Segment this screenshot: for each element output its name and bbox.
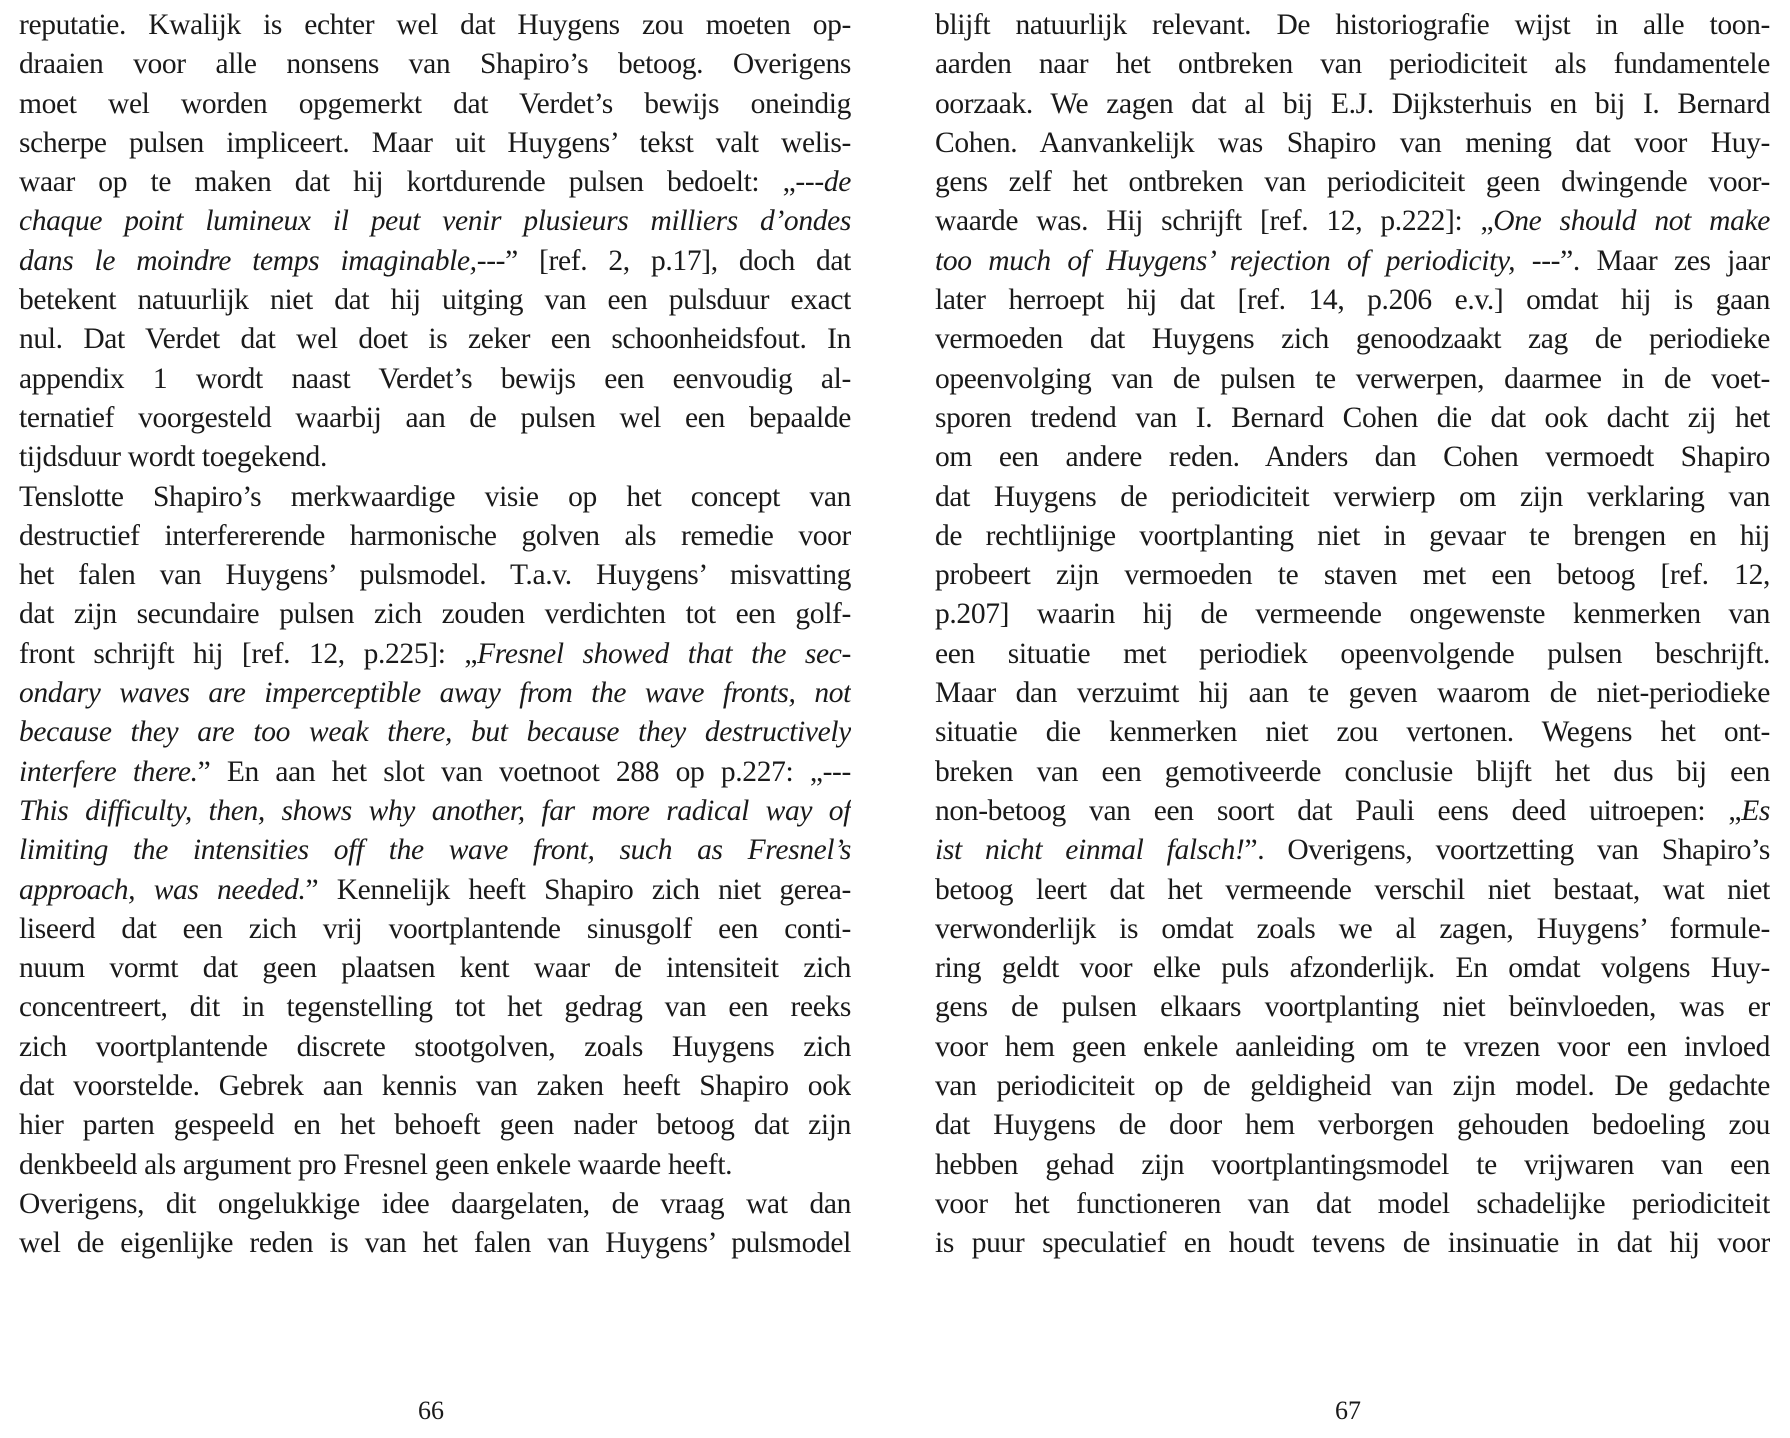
text-segment: de rechtlijnige voortplanting niet in gevaar te brengen en hij bbox=[935, 519, 1770, 552]
text-line bbox=[935, 399, 1770, 438]
text-segment: is puur speculatief en houdt tevens de insinuatie in dat hij voor bbox=[935, 1227, 1770, 1260]
text-line bbox=[19, 320, 851, 359]
text-segment: voor hem geen enkele aanleiding om te vrezen voor een invloed bbox=[935, 1030, 1770, 1063]
text-segment: dat Huygens de periodiciteit verwierp om zijn verklaring van bbox=[935, 480, 1770, 513]
text-segment: voor het functioneren van dat model schadelijke periodiciteit bbox=[935, 1187, 1770, 1220]
text-segment: Overigens, dit ongelukkige idee daargelaten, de vraag wat dan bbox=[19, 1187, 851, 1220]
text-segment: Maar dan verzuimt hij aan te geven waarom de niet-periodieke bbox=[935, 677, 1770, 710]
text-line bbox=[19, 45, 851, 84]
text-segment: een situatie met periodiek opeenvolgende pulsen beschrijft. bbox=[935, 637, 1770, 670]
text-segment: nul. Dat Verdet dat wel doet is zeker een schoonheidsfout. In bbox=[19, 323, 851, 356]
text-line bbox=[19, 871, 851, 910]
text-line bbox=[935, 871, 1770, 910]
text-segment: tijdsduur wordt toegekend. bbox=[19, 441, 327, 474]
text-line bbox=[19, 1224, 851, 1263]
right-page-number: 67 bbox=[1335, 1396, 1361, 1425]
text-line bbox=[935, 556, 1770, 595]
italic-quote-segment: ist nicht einmal falsch! bbox=[935, 834, 1245, 867]
text-segment: ---”. Maar zes jaar bbox=[1515, 244, 1770, 277]
text-segment: liseerd dat een zich vrij voortplantende sinusgolf een conti- bbox=[19, 912, 851, 945]
text-line bbox=[19, 1028, 851, 1067]
text-segment: ” En aan het slot van voetnoot 288 op p.227: „--- bbox=[197, 755, 851, 788]
text-line bbox=[935, 988, 1770, 1027]
text-segment: betoog leert dat het vermeende verschil niet bestaat, wat niet bbox=[935, 873, 1770, 906]
text-line bbox=[19, 1185, 851, 1224]
text-line bbox=[19, 556, 851, 595]
text-line bbox=[935, 949, 1770, 988]
text-line bbox=[935, 163, 1770, 202]
text-line bbox=[935, 6, 1770, 45]
text-line bbox=[935, 478, 1770, 517]
text-line bbox=[935, 517, 1770, 556]
italic-quote-segment: dans le moindre temps imaginable, bbox=[19, 244, 477, 277]
text-line bbox=[19, 399, 851, 438]
text-line bbox=[19, 85, 851, 124]
text-segment: concentreert, dit in tegenstelling tot het gedrag van een reeks bbox=[19, 991, 851, 1024]
text-line bbox=[935, 281, 1770, 320]
text-segment: om een andere reden. Anders dan Cohen vermoedt Shapiro bbox=[935, 441, 1770, 474]
text-segment: destructief interfererende harmonische golven als remedie voor bbox=[19, 519, 851, 552]
text-line bbox=[935, 635, 1770, 674]
text-segment: moet wel worden opgemerkt dat Verdet’s bewijs oneindig bbox=[19, 87, 851, 120]
text-line bbox=[19, 360, 851, 399]
text-line bbox=[19, 242, 851, 281]
text-segment: Cohen. Aanvankelijk was Shapiro van mening dat voor Huy- bbox=[935, 126, 1770, 159]
text-segment: draaien voor alle nonsens van Shapiro’s betoog. Overigens bbox=[19, 48, 851, 81]
text-line bbox=[935, 595, 1770, 634]
text-line bbox=[19, 478, 851, 517]
italic-quote-segment: approach, was needed. bbox=[19, 873, 306, 906]
text-segment: hier parten gespeeld en het behoeft geen nader betoog dat zijn bbox=[19, 1109, 851, 1142]
text-line bbox=[19, 1146, 851, 1185]
text-line bbox=[19, 595, 851, 634]
text-line bbox=[19, 635, 851, 674]
text-segment: nuum vormt dat geen plaatsen kent waar de intensiteit zich bbox=[19, 952, 851, 985]
text-segment: dat zijn secundaire pulsen zich zouden verdichten tot een golf- bbox=[19, 598, 851, 631]
text-segment: van periodiciteit op de geldigheid van zijn model. De gedachte bbox=[935, 1070, 1770, 1103]
italic-quote-segment: Fresnel showed that the sec- bbox=[477, 637, 851, 670]
italic-quote-segment: chaque point lumineux il peut venir plusieurs milliers d’ondes bbox=[19, 205, 851, 238]
text-segment: breken van een gemotiveerde conclusie blijft het dus bij een bbox=[935, 755, 1770, 788]
text-line bbox=[935, 1028, 1770, 1067]
text-segment: situatie die kenmerken niet zou vertonen. Wegens het ont- bbox=[935, 716, 1770, 749]
text-line bbox=[935, 1185, 1770, 1224]
italic-quote-segment: ondary waves are imperceptible away from the wave fronts, not bbox=[19, 677, 851, 710]
text-line bbox=[935, 1146, 1770, 1185]
text-segment: verwonderlijk is omdat zoals we al zagen, Huygens’ formule- bbox=[935, 912, 1770, 945]
text-segment: dat voorstelde. Gebrek aan kennis van zaken heeft Shapiro ook bbox=[19, 1070, 851, 1103]
text-line bbox=[19, 910, 851, 949]
text-line bbox=[935, 45, 1770, 84]
text-segment: opeenvolging van de pulsen te verwerpen, daarmee in de voet- bbox=[935, 362, 1770, 395]
text-line bbox=[935, 85, 1770, 124]
text-segment: ring geldt voor elke puls afzonderlijk. En omdat volgens Huy- bbox=[935, 952, 1770, 985]
text-segment: vermoeden dat Huygens zich genoodzaakt zag de periodieke bbox=[935, 323, 1770, 356]
text-segment: dat Huygens de door hem verborgen gehouden bedoeling zou bbox=[935, 1109, 1770, 1142]
text-line bbox=[935, 753, 1770, 792]
text-segment: oorzaak. We zagen dat al bij E.J. Dijksterhuis en bij I. Bernard bbox=[935, 87, 1770, 120]
text-line bbox=[19, 949, 851, 988]
text-line bbox=[935, 202, 1770, 241]
text-segment: ”. Overigens, voortzetting van Shapiro’s bbox=[1244, 834, 1770, 867]
text-segment: betekent natuurlijk niet dat hij uitging van een pulsduur exact bbox=[19, 284, 851, 317]
text-line bbox=[935, 674, 1770, 713]
text-segment: zich voortplantende discrete stootgolven, zoals Huygens zich bbox=[19, 1030, 851, 1063]
text-segment: reputatie. Kwalijk is echter wel dat Huygens zou moeten op- bbox=[19, 9, 851, 41]
italic-quote-segment: Es bbox=[1741, 794, 1770, 827]
text-segment: front schrijft hij [ref. 12, p.225]: „ bbox=[19, 637, 478, 670]
text-line bbox=[19, 124, 851, 163]
right-page-text-column bbox=[935, 6, 1770, 1264]
text-line bbox=[19, 831, 851, 870]
italic-quote-segment: This difficulty, then, shows why another, far more radical way of bbox=[19, 794, 851, 827]
text-line bbox=[935, 910, 1770, 949]
text-segment: Tenslotte Shapiro’s merkwaardige visie op het concept van bbox=[19, 480, 851, 513]
text-line bbox=[19, 1067, 851, 1106]
italic-quote-segment: interfere there. bbox=[19, 755, 198, 788]
left-page-number: 66 bbox=[418, 1396, 444, 1425]
italic-quote-segment: One should not make bbox=[1493, 205, 1770, 238]
text-segment: blijft natuurlijk relevant. De historiografie wijst in alle toon- bbox=[935, 9, 1770, 41]
text-segment: hebben gehad zijn voortplantingsmodel te vrijwaren van een bbox=[935, 1148, 1770, 1181]
text-segment: wel de eigenlijke reden is van het falen van Huygens’ pulsmodel bbox=[19, 1227, 851, 1260]
text-line bbox=[19, 6, 851, 45]
text-segment: appendix 1 wordt naast Verdet’s bewijs een eenvoudig al- bbox=[19, 362, 851, 395]
left-page-text-column bbox=[19, 6, 851, 1264]
text-line bbox=[19, 674, 851, 713]
text-line bbox=[19, 281, 851, 320]
text-segment: p.207] waarin hij de vermeende ongewenste kenmerken van bbox=[935, 598, 1770, 631]
text-segment: sporen tredend van I. Bernard Cohen die dat ook dacht zij het bbox=[935, 401, 1770, 434]
text-line bbox=[19, 753, 851, 792]
text-line bbox=[935, 242, 1770, 281]
text-line bbox=[19, 517, 851, 556]
text-line bbox=[935, 831, 1770, 870]
text-line bbox=[19, 1106, 851, 1145]
text-line bbox=[19, 202, 851, 241]
text-segment: waar op te maken dat hij kortdurende pulsen bedoelt: „--- bbox=[19, 166, 824, 199]
text-line bbox=[19, 713, 851, 752]
text-line bbox=[19, 438, 851, 477]
right-page bbox=[895, 0, 1790, 1438]
text-line bbox=[935, 1106, 1770, 1145]
text-segment: later herroept hij dat [ref. 14, p.206 e.v.] omdat hij is gaan bbox=[935, 284, 1770, 317]
text-segment: aarden naar het ontbreken van periodiciteit als fundamentele bbox=[935, 48, 1770, 81]
text-segment: denkbeeld als argument pro Fresnel geen enkele waarde heeft. bbox=[19, 1148, 733, 1181]
text-segment: het falen van Huygens’ pulsmodel. T.a.v. Huygens’ misvatting bbox=[19, 559, 851, 592]
text-line bbox=[19, 988, 851, 1027]
text-segment: waarde was. Hij schrijft [ref. 12, p.222]: „ bbox=[935, 205, 1494, 238]
text-segment: ---” [ref. 2, p.17], doch dat bbox=[476, 244, 851, 277]
text-segment: ternatief voorgesteld waarbij aan de pulsen wel een bepaalde bbox=[19, 401, 851, 434]
text-segment: gens de pulsen elkaars voortplanting niet beïnvloeden, was er bbox=[935, 991, 1770, 1024]
italic-quote-segment: limiting the intensities off the wave front, such as Fresnel’s bbox=[19, 834, 851, 867]
text-segment: non-betoog van een soort dat Pauli eens deed uitroepen: „ bbox=[935, 794, 1742, 827]
text-line bbox=[935, 1067, 1770, 1106]
text-line bbox=[935, 1224, 1770, 1263]
text-line bbox=[935, 438, 1770, 477]
italic-quote-segment: too much of Huygens’ rejection of periodicity, bbox=[935, 244, 1516, 277]
text-segment: gens zelf het ontbreken van periodiciteit geen dwingende voor- bbox=[935, 166, 1770, 199]
text-line bbox=[935, 713, 1770, 752]
text-line bbox=[19, 163, 851, 202]
text-line bbox=[19, 792, 851, 831]
text-segment: probeert zijn vermoeden te staven met een betoog [ref. 12, bbox=[935, 559, 1770, 592]
text-line bbox=[935, 360, 1770, 399]
text-line bbox=[935, 124, 1770, 163]
italic-quote-segment: de bbox=[823, 166, 851, 199]
text-line bbox=[935, 320, 1770, 359]
text-segment: scherpe pulsen impliceert. Maar uit Huygens’ tekst valt welis- bbox=[19, 126, 851, 159]
text-line bbox=[935, 792, 1770, 831]
text-segment: ” Kennelijk heeft Shapiro zich niet gerea- bbox=[305, 873, 851, 906]
italic-quote-segment: because they are too weak there, but because they destructively bbox=[19, 716, 851, 749]
